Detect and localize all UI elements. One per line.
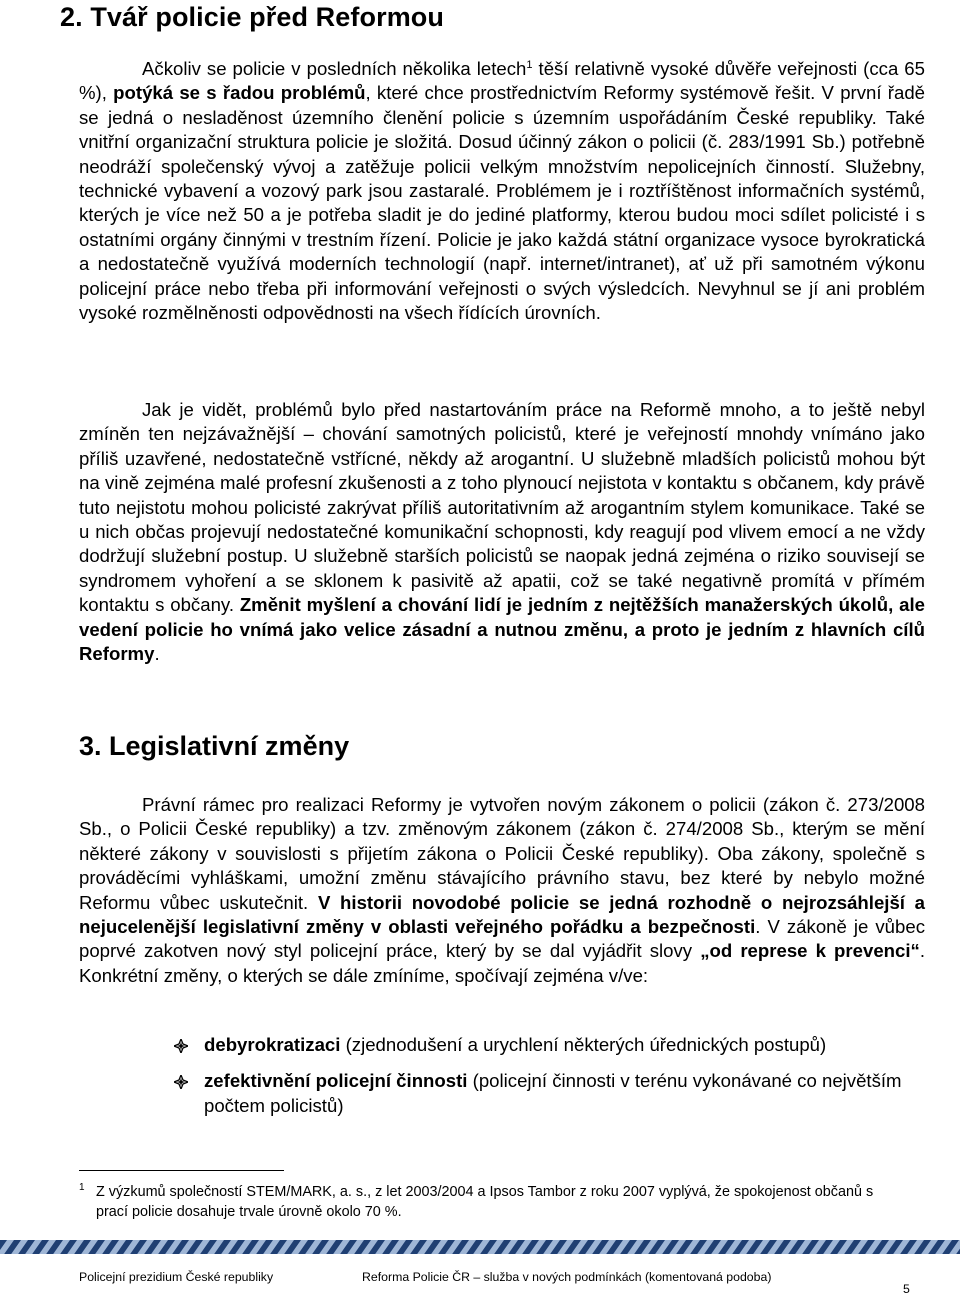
p2-run: . <box>154 643 160 665</box>
p3-bold-run: V historii novodobé policie se jedná rozhodně o nejrozsáhlejší a nejucelenější legislativní změny v oblasti veřejného pořádku a bezpečnosti <box>79 891 926 938</box>
paragraph-3 <box>79 793 925 988</box>
footnote-ref[interactable]: 1 <box>526 58 533 71</box>
p1-run: , které chce prostřednictvím Reformy systémově řešit. V první řadě se jedná o nesladěnost územního členění policie s územním uspořádáním České republiky. Také vnitřní organizační struktura policie je složitá. Dosud účinný zákon o policii (č. 283/1991 Sb.) potřebně neodráží společenský vývoj a zatěžuje policii velkým množstvím nepolicejních činností. Služebny, technické vybavení a vozový park jsou zastaralé. Problémem je i roztříštěnost informačních systémů, kterých je více než 50 a je potřeba sladit je do jediné platformy, kterou budou moci sdílet policisté i s ostatními orgány činnými v trestním řízení. Policie je jako každá státní organizace vysoce byrokratická a nedostatečně využívá moderních technologií (např. internet/intranet), ať už při samotném výkonu policejní práce nebo třeba při informování veřejnosti o svých výsledcích. Nevyhnul se jí ani problém vysoké rozmělněnosti odpovědnosti na všech řídících úrovních. <box>79 82 926 324</box>
p3-bold-run: „od represe k prevenci“ <box>700 940 920 962</box>
p2-run: Jak je vidět, problémů bylo před nastartováním práce na Reformě mnoho, a to ještě nebyl zmíněn ten nejzávažnější – chování samotných policistů, které je veřejností mnohdy vnímáno jako příliš uzavřené, nedostatečně vstřícné, někdy až arogantní. U služebně mladších policistů mohou být na vině zejména malé profesní zkušenosti a z toho plynoucí nejistota v kontaktu s občanem, kdy právě tuto nejistotu mohou policisté zakrývat příliš autoritativním až arogantním stylem komunikace. Také se u nich občas projevují nedostatečné komunikační schopnosti, kdy reagují pod vlivem emocí a ne vždy dodržují služební postup. U služebně starších policistů se naopak jedná zejména o riziko souvisejí se syndromem vyhoření a se sklonem k pasivitě až apatii, což se také negativně promítá v přímém kontaktu s občany. <box>79 399 925 616</box>
paragraph-3-text <box>79 793 925 988</box>
footer-center-text: Reforma Policie ČR – služba v nových podmínkách (komentovaná podoba) <box>362 1270 772 1284</box>
bullet-text: (policejní činnosti v terénu vykonávané co největším počtem policistů) <box>204 1070 902 1116</box>
list-item <box>79 1033 925 1057</box>
p3-run: . Konkrétní změny, o kterých se dále zmíníme, spočívají zejména v/ve: <box>79 940 926 986</box>
footer-left-text: Policejní prezidium České republiky <box>79 1270 274 1284</box>
bullet-bold-text: debyrokratizaci <box>204 1034 341 1055</box>
bullet-text: (zjednodušení a urychlení některých úřednických postupů) <box>340 1034 827 1055</box>
bullet-list <box>79 1033 925 1130</box>
paragraph-2 <box>79 398 925 666</box>
p1-bold-run: potýká se s řadou problémů <box>113 82 366 104</box>
footnote-divider <box>79 1170 284 1171</box>
list-item <box>79 1069 925 1118</box>
page-number: 5 <box>903 1282 910 1296</box>
bullet-bold-text: zefektivnění policejní činnosti <box>204 1070 468 1092</box>
paragraph-1 <box>79 57 925 325</box>
p2-bold-run: Změnit myšlení a chování lidí je jedním z nejtěžších manažerských úkolů, ale vedení policie ho vnímá jako velice zásadní a nutnou změnu, a proto je jedním z hlavních cílů Reformy <box>79 594 925 665</box>
diamond-cross-bullet-icon <box>174 1075 188 1089</box>
footer-decorative-band <box>0 1240 960 1254</box>
footnote <box>79 1182 909 1222</box>
diamond-cross-bullet-icon <box>174 1039 188 1053</box>
paragraph-2-text <box>79 398 925 666</box>
section-heading-2: 2. Tvář policie před Reformou <box>60 2 444 32</box>
p1-run: těší relativně vysoké důvěře veřejnosti (cca 65 %), <box>79 58 925 104</box>
p3-run: Právní rámec pro realizaci Reformy je vytvořen novým zákonem o policii (zákon č. 273/2008 Sb., o Policii České republiky) a tzv. změnovým zákonem (zákon č. 274/2008 Sb., kterým se mění některé zákony v souvislosti s přijetím zákona o Policii České republiky). Oba zákony, společně s prováděcími vyhláškami, umožní změnu stávajícího právního stavu, bez které by nebylo možné Reformu vůbec uskutečnit. <box>79 794 925 913</box>
footnote-number: 1 <box>79 1182 85 1193</box>
section-heading-3: 3. Legislativní změny <box>79 731 350 761</box>
footnote-text: Z výzkumů společností STEM/MARK, a. s., z let 2003/2004 a Ipsos Tambor z roku 2007 vyplývá, že spokojenost občanů s prací policie dosahuje trvale úrovně okolo 70 %. <box>96 1184 874 1220</box>
p1-run: Ačkoliv se policie v posledních několika letech <box>142 58 527 79</box>
p3-run: . V zákoně je vůbec poprvé zakotven nový styl policejní práce, který by se dal vyjádřit slovy <box>79 916 925 962</box>
paragraph-1-text <box>79 57 925 325</box>
